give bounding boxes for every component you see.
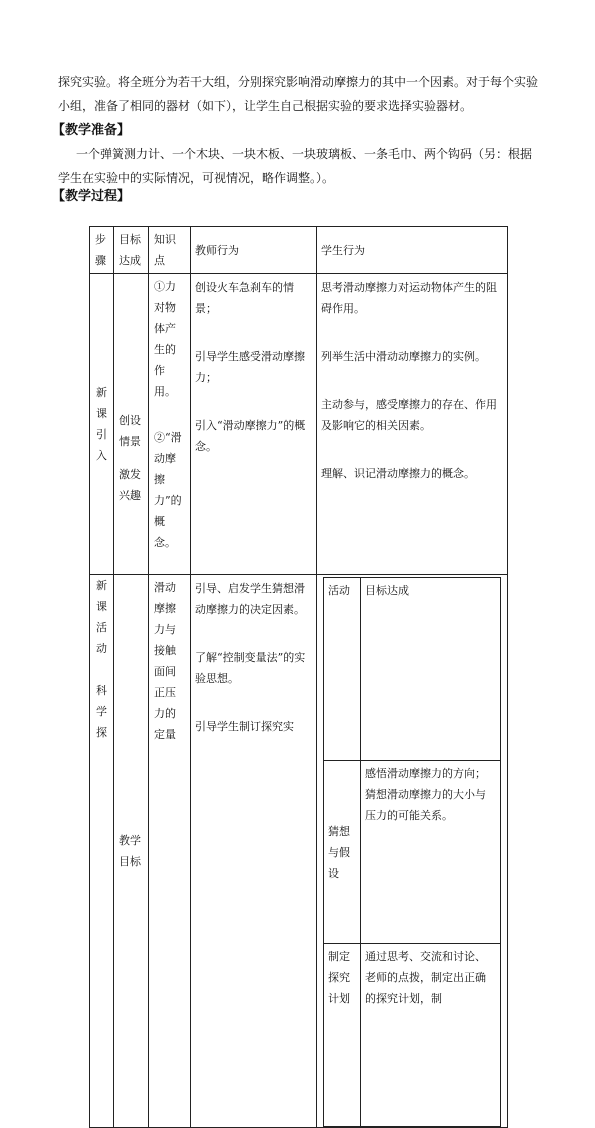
row1-knowledge	[149, 274, 191, 575]
inner-activity-1: 猜想与假设	[324, 761, 361, 944]
row2-step	[90, 575, 114, 1128]
row2-knowledge	[149, 575, 191, 1128]
row2-teacher	[191, 575, 317, 1128]
header-knowledge	[149, 227, 191, 274]
intro-line-1: 探究实验。将全班分为若干大组，分别探究影响滑动摩擦力的其中一个因素。对于每个实验	[58, 75, 539, 89]
header-goal	[114, 227, 149, 274]
row2-student	[317, 575, 508, 1128]
header-teacher	[191, 227, 317, 274]
table-row	[90, 274, 508, 575]
row1-teacher	[191, 274, 317, 575]
table-row	[324, 944, 501, 1127]
header-step-label: 步骤	[95, 233, 106, 267]
row2-teacher-1: 引导、启发学生猜想滑动摩擦力的决定因素。	[195, 582, 305, 616]
inner-header-row	[324, 578, 501, 761]
header-student-label: 学生行为	[321, 243, 365, 257]
row1-knowledge-1: ①力对物体产生的作用。	[154, 280, 176, 398]
intro-paragraph	[58, 70, 539, 118]
row2-knowledge-1: 滑动摩擦力与接触面间正压力的定量	[154, 581, 176, 741]
activity-goal-table	[323, 577, 501, 1127]
row1-student-3: 主动参与，感受摩擦力的存在、作用及影响它的相关因素。	[321, 398, 497, 432]
row1-student	[317, 274, 508, 575]
prep-line-2: 学生在实验中的实际情况，可视情况，略作调整。）。	[58, 171, 335, 185]
header-step	[90, 227, 114, 274]
header-teacher-label: 教师行为	[195, 243, 239, 257]
row2-teacher-3: 引导学生制订探究实	[195, 720, 294, 733]
row1-step	[90, 274, 114, 575]
teaching-prep-paragraph	[58, 142, 536, 190]
inner-goal-1: 感悟滑动摩擦力的方向；猜想滑动摩擦力的大小与压力的可能关系。	[361, 761, 501, 944]
row1-student-1: 思考滑动摩擦力对运动物体产生的阻碍作用。	[321, 281, 497, 315]
row1-step-label: 新课引入	[96, 386, 107, 462]
header-student	[317, 227, 508, 274]
table-header-row	[90, 227, 508, 274]
prep-line-1: 一个弹簧测力计、一个木块、一块木板、一块玻璃板、一条毛巾、两个钩码（另：根据	[76, 147, 533, 161]
row1-knowledge-2: ②“滑动摩擦力”的概念。	[154, 431, 182, 549]
inner-goal-2: 通过思考、交流和讨论、老师的点拨，制定出正确的探究计划，制	[361, 944, 501, 1127]
header-knowledge-label: 知识点	[154, 233, 176, 267]
row1-teacher-2: 引导学生感受滑动摩擦力；	[195, 350, 305, 384]
row2-goal-label: 教学目标	[119, 834, 141, 868]
inner-header-activity: 活动	[324, 578, 361, 761]
row2-step-1: 新课活动	[96, 579, 107, 655]
table-row	[90, 575, 508, 1128]
table-row	[324, 761, 501, 944]
row2-step-2: 科学探	[96, 684, 107, 739]
teaching-process-heading: 【教学过程】	[52, 189, 131, 204]
teaching-prep-heading: 【教学准备】	[52, 123, 131, 138]
row1-student-4: 理解、识记滑动摩擦力的概念。	[321, 467, 475, 480]
header-goal-label: 目标达成	[119, 233, 141, 267]
inner-header-goal: 目标达成	[361, 578, 501, 761]
row2-goal	[114, 575, 149, 1128]
row1-goal-1: 创设情景	[119, 414, 141, 448]
inner-activity-2: 制定探究计划	[324, 944, 361, 1127]
row1-goal-2: 激发兴趣	[119, 468, 141, 502]
row1-goal	[114, 274, 149, 575]
row2-teacher-2: 了解“控制变量法”的实验思想。	[195, 651, 306, 685]
teaching-process-table	[89, 226, 508, 1128]
intro-line-2: 小组，准备了相同的器材（如下），让学生自己根据实验的要求选择实验器材。	[58, 99, 473, 113]
row1-teacher-3: 引入“滑动摩擦力”的概念。	[195, 419, 306, 453]
row1-student-2: 列举生活中滑动动摩擦力的实例。	[321, 350, 486, 363]
row1-teacher-1: 创设火车急刹车的情景；	[195, 281, 294, 315]
